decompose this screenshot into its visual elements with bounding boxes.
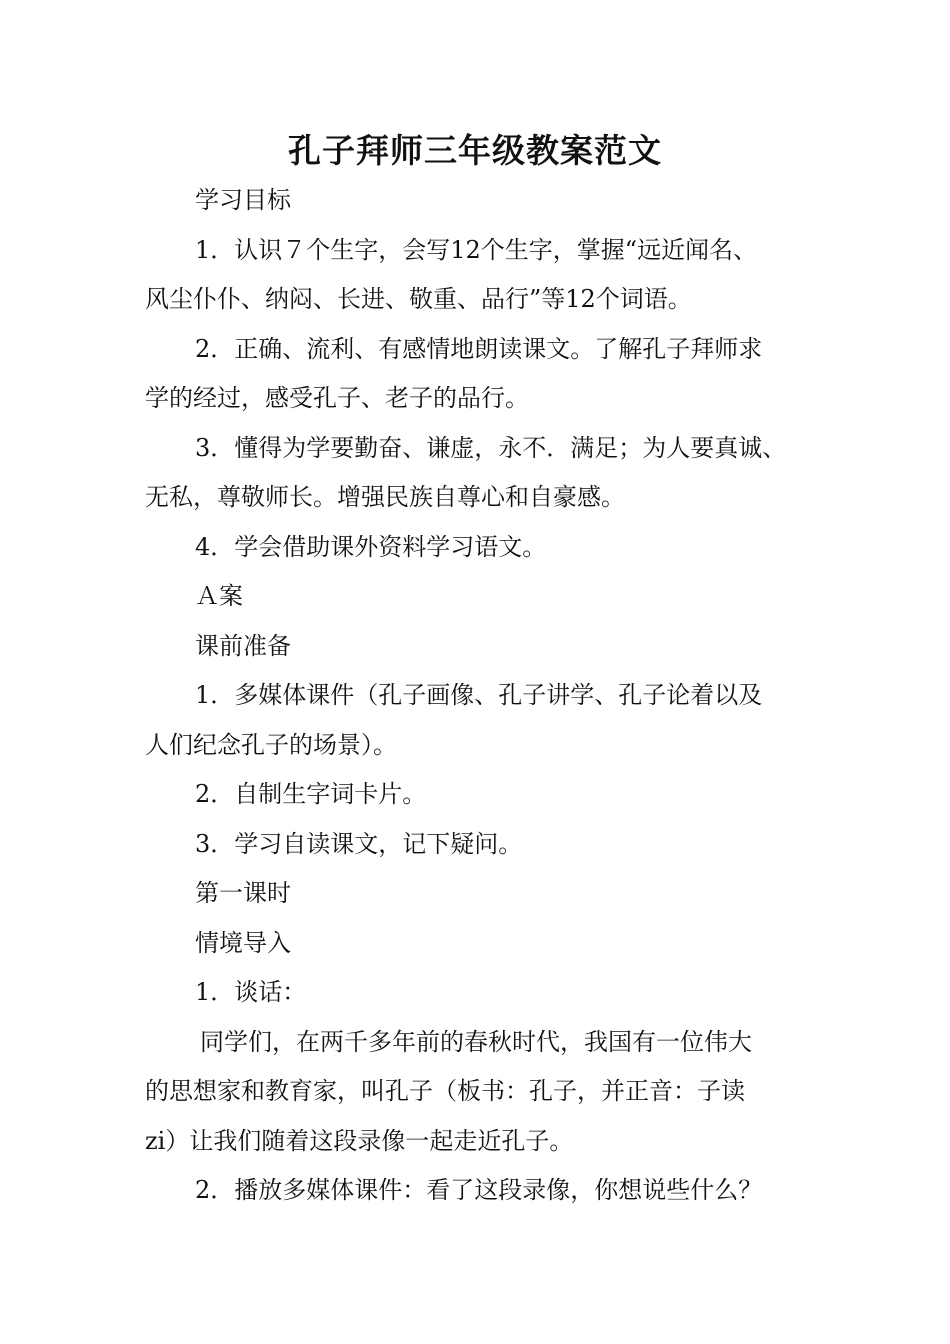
prep-1-line-1: 1．多媒体课件（孔子画像、孔子讲学、孔子论着以及: [195, 681, 763, 709]
goal-4: 4．学会借助课外资料学习语文。: [195, 532, 547, 561]
talk-line-1: 同学们，在两千多年前的春秋时代，我国有一位伟大: [200, 1027, 752, 1056]
document-title: 孔子拜师三年级教案范文: [288, 131, 662, 170]
talk-line-2: 的思想家和教育家，叫孔子（板书：孔子，并正音：子读: [145, 1077, 745, 1105]
prep-2: 2．自制生字词卡片。: [195, 780, 427, 808]
prep-1-line-2: 人们纪念孔子的场景）。: [145, 730, 397, 759]
talk-line-3: zi）让我们随着这段录像一起走近孔子。: [145, 1126, 574, 1155]
goal-2-line-2: 学的经过，感受孔子、老子的品行。: [145, 384, 529, 412]
goal-2-line-1: 2．正确、流利、有感情地朗读课文。了解孔子拜师求: [195, 334, 763, 363]
intro-2: 2．播放多媒体课件：看了这段录像，你想说些什么？: [195, 1176, 763, 1204]
heading-plan-a: Ａ案: [195, 582, 243, 610]
goal-1-line-1: 1．认识７个生字，会写12个生字，掌握“远近闻名、: [195, 235, 758, 264]
heading-learning-goals: 学习目标: [195, 186, 291, 214]
intro-1: 1．谈话：: [195, 978, 307, 1006]
heading-first-lesson: 第一课时: [195, 879, 291, 907]
goal-3-line-1: 3．懂得为学要勤奋、谦虚，永不．满足；为人要真诚、: [195, 433, 787, 462]
document-body: [145, 176, 825, 1216]
heading-preparation: 课前准备: [195, 631, 291, 660]
heading-situation-intro: 情境导入: [195, 928, 291, 957]
goal-3-line-2: 无私，尊敬师长。增强民族自尊心和自豪感。: [145, 483, 625, 511]
goal-1-line-2: 风尘仆仆、纳闷、长进、敬重、品行”等12个词语。: [145, 285, 692, 313]
prep-3: 3．学习自读课文，记下疑问。: [195, 829, 523, 858]
